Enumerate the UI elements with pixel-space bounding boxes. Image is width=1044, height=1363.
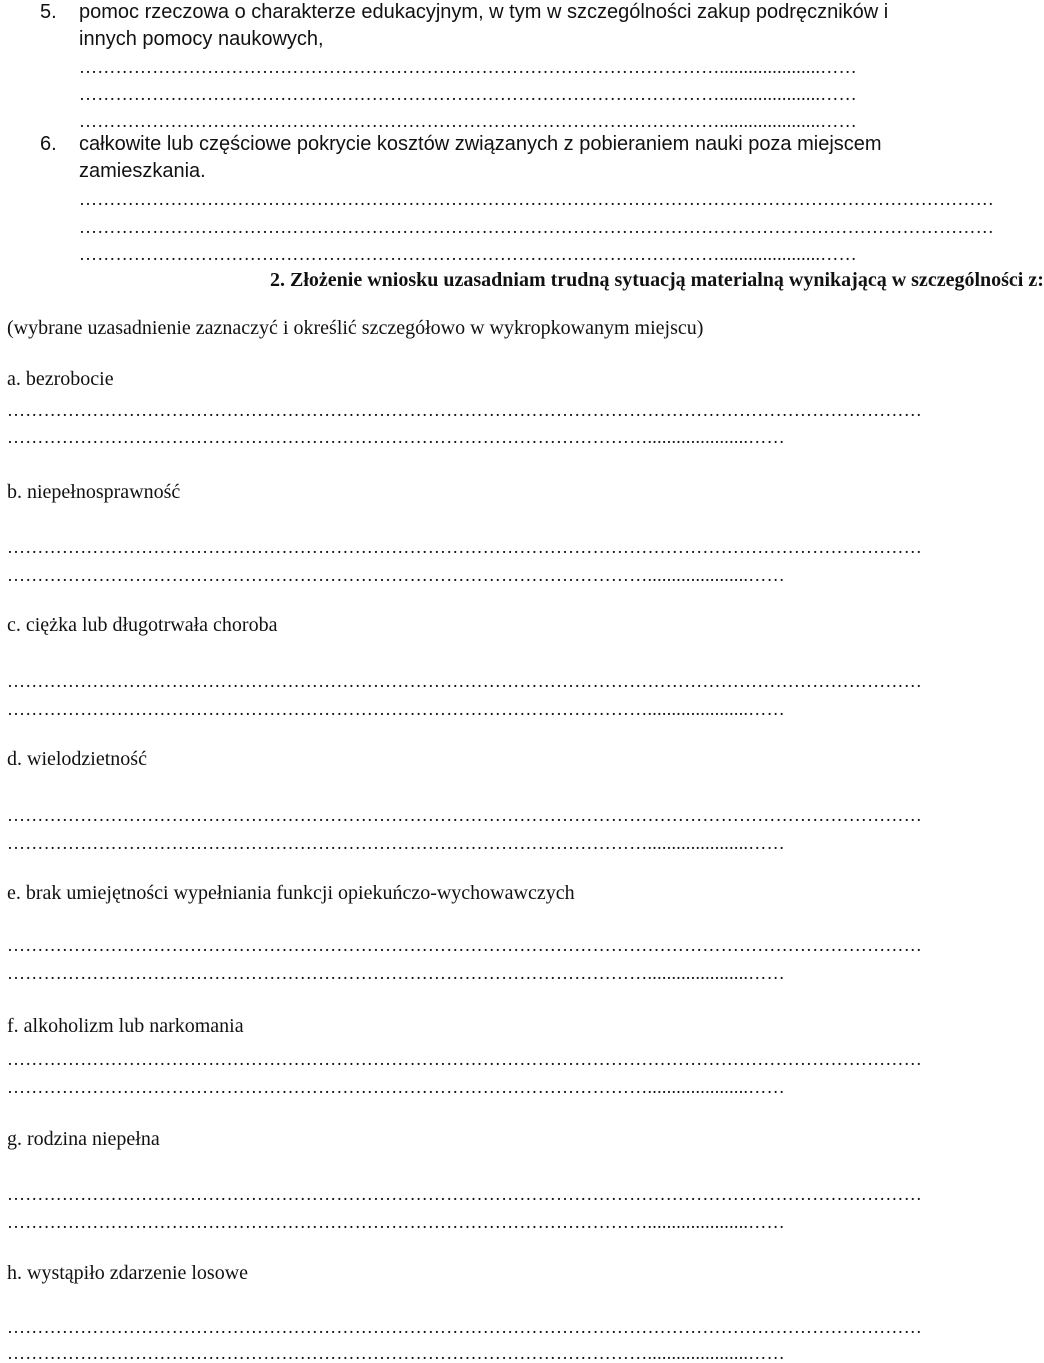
- reason-fill-line[interactable]: …………………………………………………………………………………………….....................……: [7, 427, 785, 447]
- reason-fill-line[interactable]: ……………………………………………………………………………………………………………………………………: [7, 805, 922, 825]
- reason-label: h. wystąpiło zdarzenie losowe: [7, 1262, 249, 1284]
- item-5-fill-line-1[interactable]: …………………………………………………………………………………………….....................……: [79, 57, 857, 77]
- reason-label: d. wielodzietność: [7, 748, 147, 770]
- reason-fill-line[interactable]: …………………………………………………………………………………………….....................……: [7, 1077, 785, 1097]
- reason-fill-line[interactable]: ……………………………………………………………………………………………………………………………………: [7, 935, 922, 955]
- reason-fill-line[interactable]: ……………………………………………………………………………………………………………………………………: [7, 400, 922, 420]
- section-2-heading: 2. Złożenie wniosku uzasadniam trudną sytuacją materialną wynikającą w szczególności z:: [270, 269, 1044, 291]
- section-2-instruction: (wybrane uzasadnienie zaznaczyć i określić szczegółowo w wykropkowanym miejscu): [7, 317, 704, 339]
- reason-fill-line[interactable]: ……………………………………………………………………………………………………………………………………: [7, 1184, 922, 1204]
- item-6-text-line-2: zamieszkania.: [79, 160, 206, 182]
- reason-fill-line[interactable]: ……………………………………………………………………………………………………………………………………: [7, 1317, 922, 1337]
- item-6-number: 6.: [40, 133, 57, 155]
- reason-label: b. niepełnosprawność: [7, 481, 181, 503]
- reason-label: e. brak umiejętności wypełniania funkcji opiekuńczo-wychowawczych: [7, 882, 575, 904]
- reason-fill-line[interactable]: …………………………………………………………………………………………….....................……: [7, 1212, 785, 1232]
- reason-fill-line[interactable]: ……………………………………………………………………………………………………………………………………: [7, 671, 922, 691]
- reason-fill-line[interactable]: ……………………………………………………………………………………………………………………………………: [7, 537, 922, 557]
- reason-fill-line[interactable]: …………………………………………………………………………………………….....................……: [7, 1343, 785, 1363]
- item-5-number: 5.: [40, 1, 57, 23]
- reason-fill-line[interactable]: …………………………………………………………………………………………….....................……: [7, 565, 785, 585]
- item-5-text-line-1: pomoc rzeczowa o charakterze edukacyjnym, w tym w szczególności zakup podręczników i: [79, 1, 889, 23]
- reason-fill-line[interactable]: ……………………………………………………………………………………………………………………………………: [7, 1049, 922, 1069]
- reason-label: c. ciężka lub długotrwała choroba: [7, 614, 278, 636]
- item-6-fill-line-3[interactable]: …………………………………………………………………………………………….....................……: [79, 244, 857, 264]
- item-6-text-line-1: całkowite lub częściowe pokrycie kosztów związanych z pobieraniem nauki poza miejscem: [79, 133, 882, 155]
- item-5-fill-line-3[interactable]: …………………………………………………………………………………………….....................……: [79, 111, 857, 131]
- reason-label: a. bezrobocie: [7, 368, 114, 390]
- item-5-fill-line-2[interactable]: …………………………………………………………………………………………….....................……: [79, 84, 857, 104]
- item-5-text-line-2: innych pomocy naukowych,: [79, 28, 324, 50]
- reason-fill-line[interactable]: …………………………………………………………………………………………….....................……: [7, 963, 785, 983]
- item-6-fill-line-1[interactable]: ……………………………………………………………………………………………………………………………………: [79, 189, 994, 209]
- reason-fill-line[interactable]: …………………………………………………………………………………………….....................……: [7, 833, 785, 853]
- reason-label: f. alkoholizm lub narkomania: [7, 1015, 244, 1037]
- item-6-fill-line-2[interactable]: ……………………………………………………………………………………………………………………………………: [79, 217, 994, 237]
- reason-fill-line[interactable]: …………………………………………………………………………………………….....................……: [7, 699, 785, 719]
- reason-label: g. rodzina niepełna: [7, 1128, 160, 1150]
